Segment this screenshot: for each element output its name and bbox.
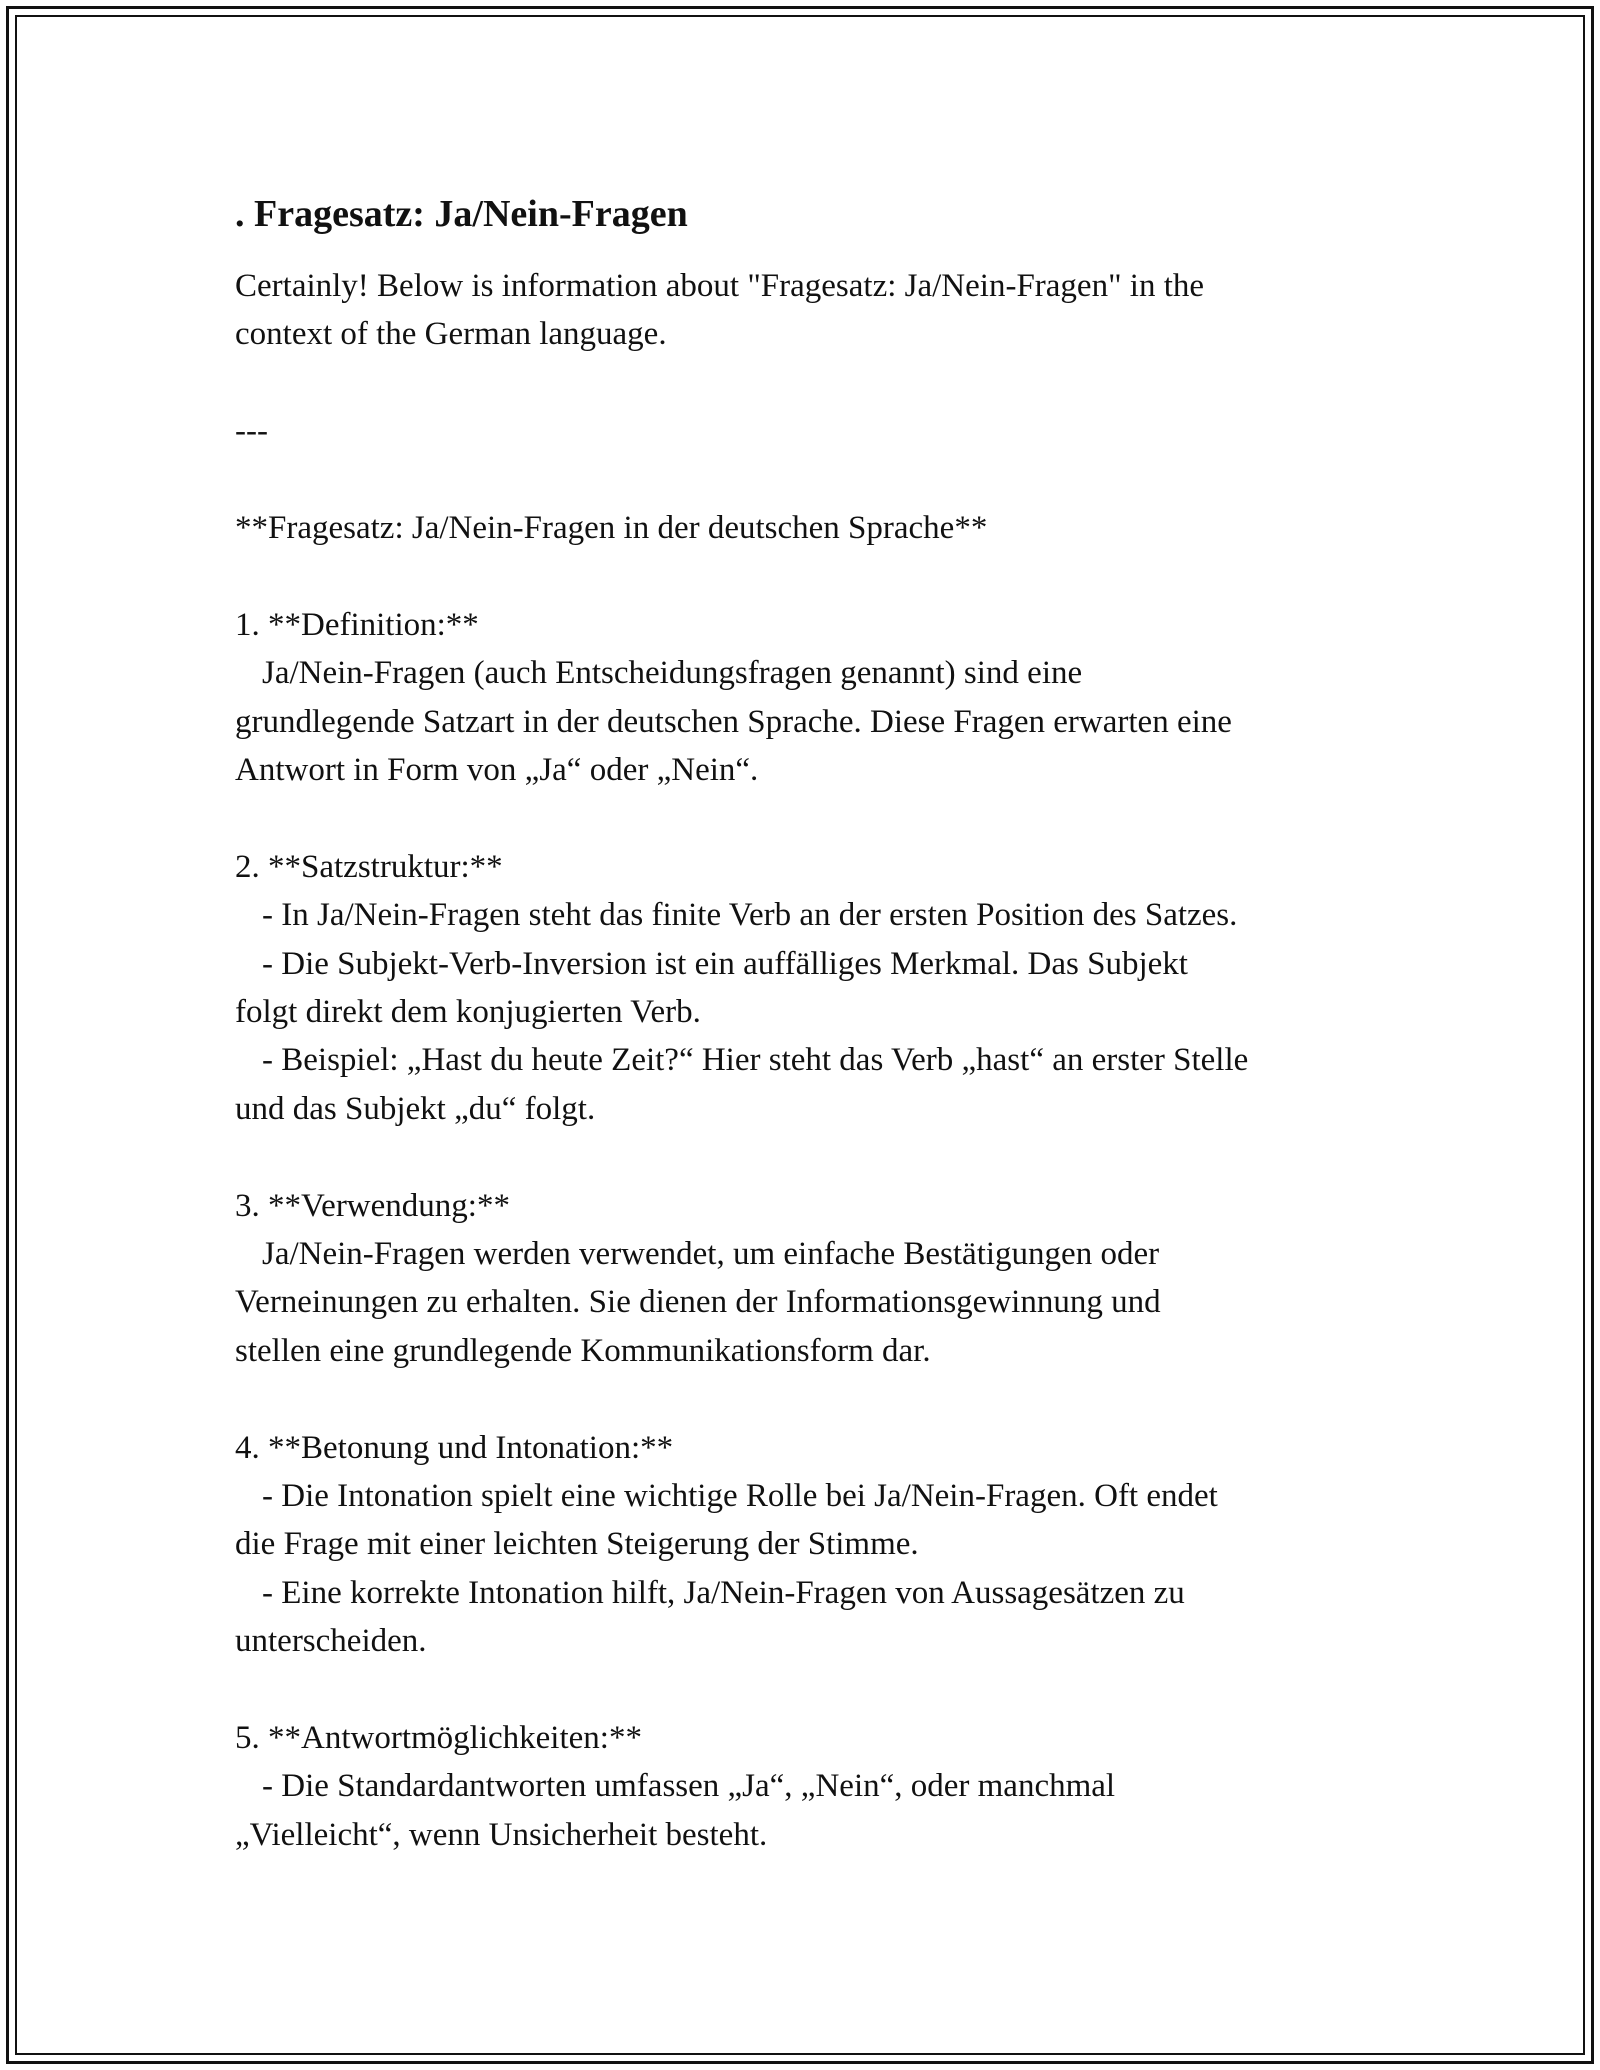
section-line: und das Subjekt „du“ folgt. <box>235 1090 596 1127</box>
intro-line: Certainly! Below is information about "Fragesatz: Ja/Nein-Fragen" in the <box>235 268 1205 304</box>
intro-line: context of the German language. <box>235 316 667 353</box>
section-line: Verneinungen zu erhalten. Sie dienen der Informationsgewinnung und <box>235 1284 1161 1321</box>
section-heading-satzstruktur: 2. **Satzstruktur:** <box>235 848 503 885</box>
section-heading-definition: 1. **Definition:** <box>235 606 479 643</box>
section-heading-betonung: 4. **Betonung und Intonation:** <box>235 1429 674 1466</box>
section-line: Ja/Nein-Fragen (auch Entscheidungsfragen genannt) sind eine <box>262 655 1083 692</box>
section-line: - In Ja/Nein-Fragen steht das finite Verb an der ersten Position des Satzes. <box>262 897 1238 934</box>
section-line: stellen eine grundlegende Kommunikationsform dar. <box>235 1332 931 1369</box>
section-line: folgt direkt dem konjugierten Verb. <box>235 994 701 1031</box>
document-heading: **Fragesatz: Ja/Nein-Fragen in der deutschen Sprache** <box>235 510 988 546</box>
section-line: Antwort in Form von „Ja“ oder „Nein“. <box>235 752 759 789</box>
section-line: - Die Subjekt-Verb-Inversion ist ein auffälliges Merkmal. Das Subjekt <box>262 945 1188 982</box>
document-body <box>235 186 1385 1859</box>
document-title: . Fragesatz: Ja/Nein-Fragen <box>235 193 688 235</box>
section-line: unterscheiden. <box>235 1623 427 1660</box>
section-heading-antwortmoeglichkeiten: 5. **Antwortmöglichkeiten:** <box>235 1720 642 1757</box>
section-line: - Die Intonation spielt eine wichtige Rolle bei Ja/Nein-Fragen. Oft endet <box>262 1478 1218 1515</box>
section-line: - Eine korrekte Intonation hilft, Ja/Nein-Fragen von Aussagesätzen zu <box>262 1574 1185 1611</box>
section-line: - Beispiel: „Hast du heute Zeit?“ Hier steht das Verb „hast“ an erster Stelle <box>262 1042 1249 1079</box>
section-line: grundlegende Satzart in der deutschen Sprache. Diese Fragen erwarten eine <box>235 703 1232 740</box>
section-line: „Vielleicht“, wenn Unsicherheit besteht. <box>235 1816 768 1853</box>
separator: --- <box>235 413 268 450</box>
section-heading-verwendung: 3. **Verwendung:** <box>235 1187 510 1224</box>
section-line: - Die Standardantworten umfassen „Ja“, „Nein“, oder manchmal <box>262 1768 1116 1805</box>
section-line: Ja/Nein-Fragen werden verwendet, um einfache Bestätigungen oder <box>262 1236 1160 1273</box>
section-line: die Frage mit einer leichten Steigerung der Stimme. <box>235 1526 919 1563</box>
